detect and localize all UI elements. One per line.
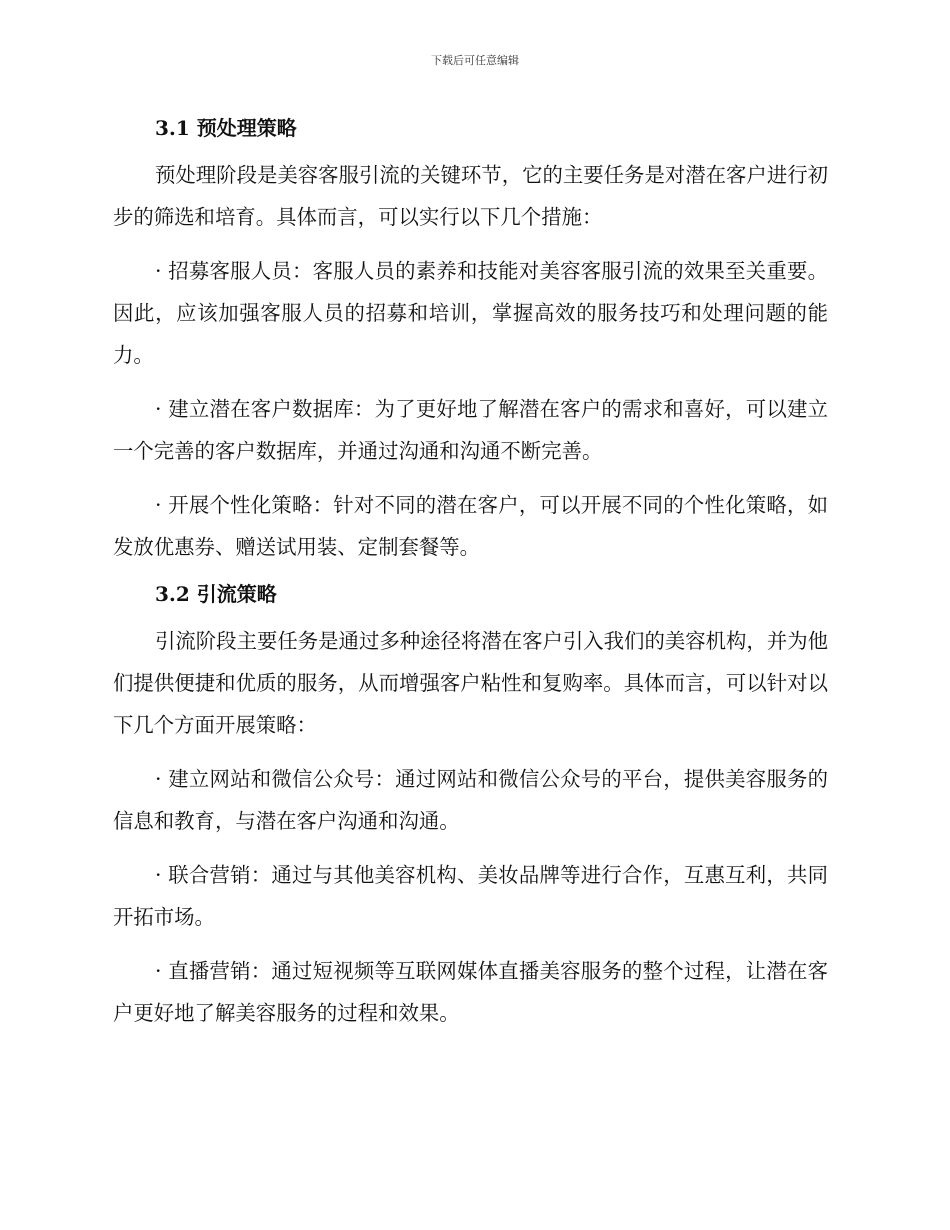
section-3-1-intro: 预处理阶段是美容客服引流的关键环节，它的主要任务是对潜在客户进行初步的筛选和培育。具体而言，可以实行以下几个措施：	[113, 163, 828, 229]
bullet-customer-database: · 建立潜在客户数据库：为了更好地了解潜在客户的需求和喜好，可以建立一个完善的客户数据库，并通过沟通和沟通不断完善。	[113, 397, 828, 463]
bullet-personalized-strategy: · 开展个性化策略：针对不同的潜在客户，可以开展不同的个性化策略，如发放优惠券、赠送试用装、定制套餐等。	[113, 493, 828, 559]
section-heading-3-1: 3.1 预处理策略	[155, 116, 297, 140]
page-header-note: 下载后可任意编辑	[431, 54, 519, 67]
bullet-joint-marketing: · 联合营销：通过与其他美容机构、美妆品牌等进行合作，互惠互利，共同开拓市场。	[113, 863, 828, 929]
bullet-live-marketing: · 直播营销：通过短视频等互联网媒体直播美容服务的整个过程，让潜在客户更好地了解美容服务的过程和效果。	[113, 959, 828, 1025]
document-body	[113, 110, 828, 1034]
bullet-recruit-staff: · 招募客服人员：客服人员的素养和技能对美容客服引流的效果至关重要。因此，应该加强客服人员的招募和培训，掌握高效的服务技巧和处理问题的能力。	[113, 259, 828, 367]
section-heading-3-2: 3.2 引流策略	[155, 582, 277, 606]
bullet-website-wechat: · 建立网站和微信公众号：通过网站和微信公众号的平台，提供美容服务的信息和教育，与潜在客户沟通和沟通。	[113, 767, 828, 833]
section-3-2-intro: 引流阶段主要任务是通过多种途径将潜在客户引入我们的美容机构，并为他们提供便捷和优质的服务，从而增强客户粘性和复购率。具体而言，可以针对以下几个方面开展策略：	[113, 629, 828, 737]
